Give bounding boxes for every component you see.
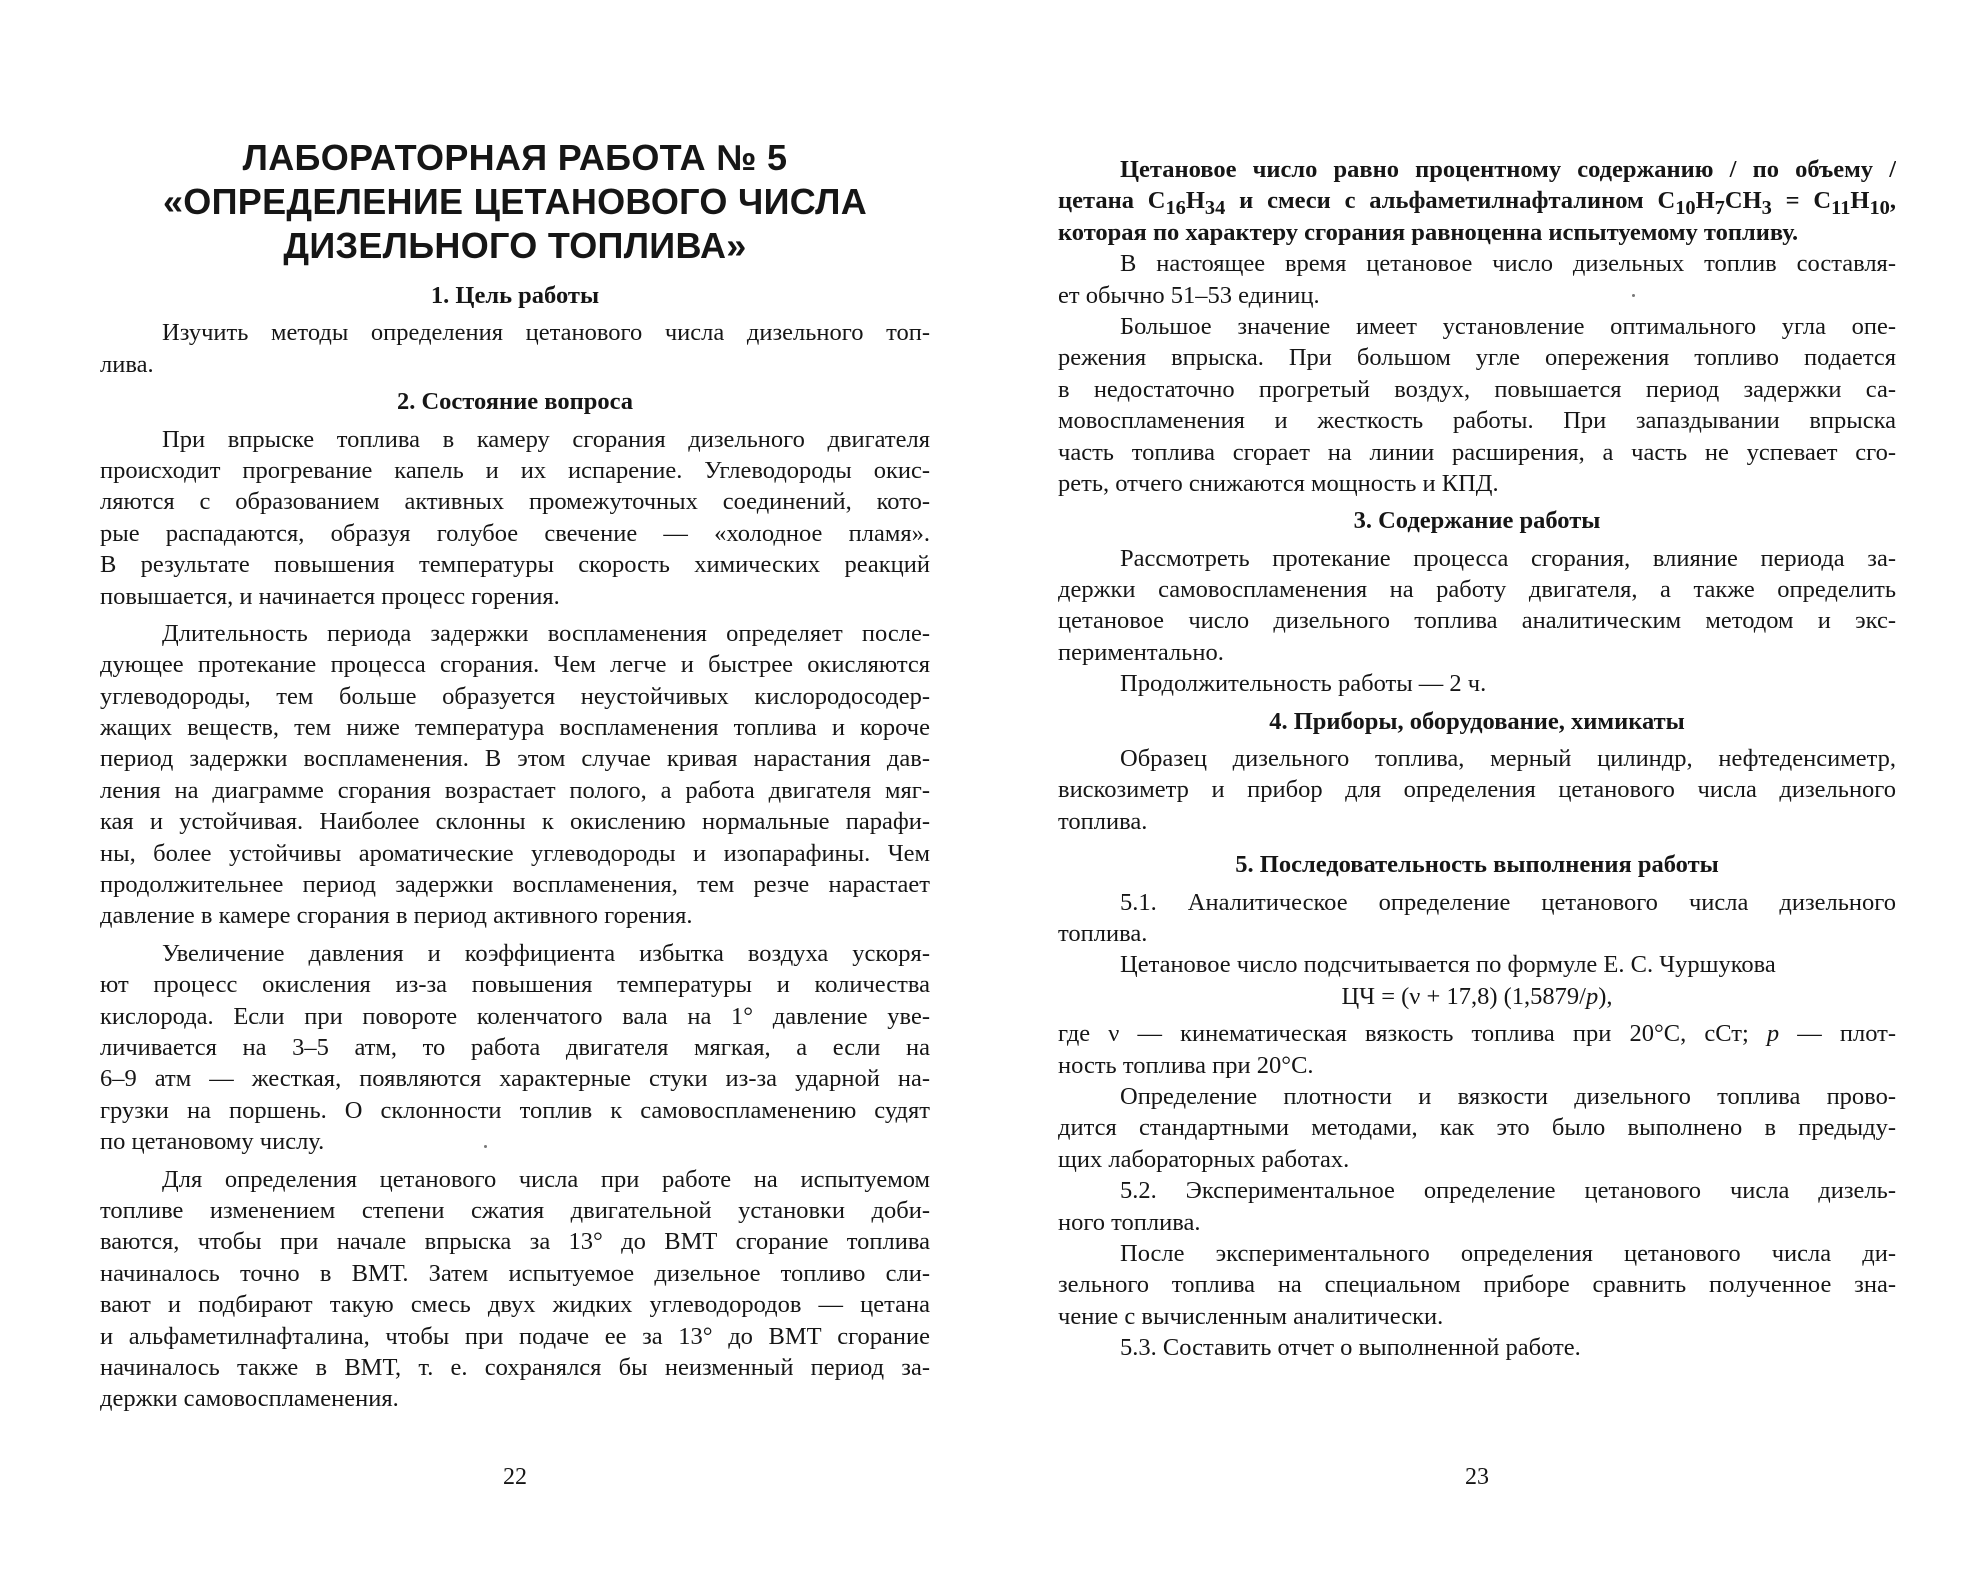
text-line: держки самовоспламенения. — [100, 1385, 399, 1413]
definition-line: которая по характеру сгорания равноценна испытуемому топливу. — [1058, 218, 1799, 246]
section-heading-content: 3. Содержание работы — [1353, 507, 1601, 535]
where-text: где ν — кинематическая вязкость топлива при 20°С, сСт; — [1058, 1020, 1767, 1048]
def-subscript: 16 — [1165, 197, 1186, 217]
text-line: Образец дизельного топлива, мерный цилиндр, нефтеденсиметр, — [1120, 745, 1896, 773]
def-subscript: 10 — [1675, 197, 1696, 217]
text-line: В результате повышения температуры скорость химических реакций — [100, 551, 930, 579]
text-line: ного топлива. — [1058, 1208, 1201, 1236]
def-subscript: 10 — [1869, 197, 1890, 217]
text-line: и альфаметилнафталина, чтобы при подаче ее за 13° до ВМТ сгорание — [100, 1322, 930, 1350]
def-text: и смеси с альфаметилнафталином C — [1225, 187, 1676, 215]
text-line: углеводороды, тем больше образуется неустойчивых кислородосодер- — [100, 682, 930, 710]
def-subscript: 7 — [1714, 197, 1725, 217]
text-line: повышается, и начинается процесс горения. — [100, 582, 560, 610]
scan-speck — [1632, 294, 1635, 297]
section-heading-state: 2. Состояние вопроса — [396, 388, 634, 416]
text-line: давление в камере сгорания в период активного горения. — [100, 902, 693, 930]
text-line: цетановое число дизельного топлива аналитическим методом и экс- — [1058, 607, 1896, 635]
text-line: кислорода. Если при повороте коленчатого вала на 1° давление уве- — [100, 1002, 930, 1030]
text-line: ны, более устойчивы ароматические углеводороды и изопарафины. Чем — [100, 839, 930, 867]
def-text: CH — [1724, 187, 1762, 215]
text-line: мовоспламенения и жесткость работы. При запаздывании впрыска — [1058, 407, 1896, 435]
text-line: жащих веществ, тем ниже температура воспламенения топлива и короче — [100, 714, 930, 742]
lab-work-title — [100, 136, 930, 268]
duration-line: Продолжительность работы — 2 ч. — [1120, 670, 1487, 698]
text-line: ваются, чтобы при начале впрыска за 13° до ВМТ сгорание топлива — [100, 1228, 930, 1256]
where-line — [1058, 1018, 1896, 1049]
def-text: H — [1185, 187, 1205, 215]
text-line: грузки на поршень. О склонности топлив к самовоспламенению судят — [100, 1096, 930, 1124]
text-line: держки самовоспламенения на работу двигателя, а также определить — [1058, 576, 1896, 604]
text-line: Изучить методы определения цетанового числа дизельного топ- — [162, 319, 930, 347]
left-page-body — [100, 280, 930, 1415]
text-line: При впрыске топлива в камеру сгорания дизельного двигателя — [162, 425, 930, 453]
text-line: 5.1. Аналитическое определение цетанового числа дизельного — [1120, 888, 1896, 916]
scan-speck — [484, 1145, 487, 1148]
cetane-formula — [1058, 981, 1896, 1012]
section-heading-procedure: 5. Последовательность выполнения работы — [1235, 851, 1719, 879]
where-variable: p — [1766, 1020, 1780, 1048]
text-line: происходит прогревание капель и их испарение. Углеводороды окис- — [100, 456, 930, 484]
text-line: Для определения цетанового числа при работе на испытуемом — [162, 1165, 930, 1193]
text-line: ют процесс окисления из-за повышения температуры и количества — [100, 971, 930, 999]
def-subscript: 3 — [1761, 197, 1772, 217]
text-line: ляются с образованием активных промежуточных соединений, кото- — [100, 488, 930, 516]
text-line: кая и устойчивая. Наиболее склонны к окислению нормальные парафи- — [100, 808, 930, 836]
text-line: топливе изменением степени сжатия двигательной установки доби- — [100, 1196, 930, 1224]
text-line: дится стандартными методами, как это было выполнено в предыду- — [1058, 1114, 1896, 1142]
text-line: 6–9 атм — жесткая, появляются характерные стуки из-за ударной на- — [100, 1065, 930, 1093]
text-line: чение с вычисленным аналитически. — [1058, 1302, 1444, 1330]
text-line: ность топлива при 20°С. — [1058, 1051, 1314, 1079]
where-text: — плот- — [1779, 1020, 1896, 1048]
text-line: периментально. — [1058, 638, 1224, 666]
def-text: цетана C — [1058, 187, 1166, 215]
text-line: начиналось также в ВМТ, т. е. сохранялся бы неизменный период за- — [100, 1353, 930, 1381]
text-line: ления на диаграмме сгорания возрастает полого, а работа двигателя мяг- — [100, 776, 930, 804]
def-subscript: 11 — [1831, 197, 1851, 217]
text-line: период задержки воспламенения. В этом случае кривая нарастания дав- — [100, 745, 930, 773]
text-line: ет обычно 51–53 единиц. — [1058, 281, 1320, 309]
def-text: H — [1695, 187, 1715, 215]
formula-text: ), — [1598, 982, 1613, 1010]
text-line: дующее протекание процесса сгорания. Чем легче и быстрее окисляются — [100, 651, 930, 679]
text-line: личивается на 3–5 атм, то работа двигателя мягкая, а если на — [100, 1033, 930, 1061]
def-text: , — [1889, 187, 1896, 215]
formula-text: ЦЧ = (ν + 17,8) (1,5879/ — [1341, 982, 1586, 1010]
text-line: 5.2. Экспериментальное определение цетанового числа дизель- — [1120, 1177, 1896, 1205]
right-page-body — [1058, 154, 1896, 1363]
title-line: ЛАБОРАТОРНАЯ РАБОТА № 5 — [242, 137, 788, 178]
text-line: в недостаточно прогретый воздух, повышается период задержки са- — [1058, 375, 1896, 403]
page-number-right: 23 — [1465, 1464, 1489, 1490]
text-line: начиналось точно в ВМТ. Затем испытуемое дизельное топливо сли- — [100, 1259, 930, 1287]
text-line: 5.3. Составить отчет о выполненной работе. — [1120, 1334, 1581, 1362]
formula-variable: p — [1585, 982, 1599, 1010]
text-line: вискозиметр и прибор для определения цетанового числа дизельного — [1058, 776, 1896, 804]
title-line: ДИЗЕЛЬНОГО ТОПЛИВА» — [283, 225, 747, 266]
text-line: режения впрыска. При большом угле опережения топливо подается — [1058, 344, 1896, 372]
text-line: часть топлива сгорает на линии расширения, а часть не успевает сго- — [1058, 438, 1896, 466]
text-line: Увеличение давления и коэффициента избытка воздуха ускоря- — [162, 939, 930, 967]
section-heading-goal: 1. Цель работы — [430, 282, 600, 309]
right-page — [1058, 0, 1896, 1570]
text-line: зельного топлива на специальном приборе сравнить полученное зна- — [1058, 1271, 1896, 1299]
text-line: продолжительнее период задержки воспламенения, тем резче нарастает — [100, 871, 930, 899]
text-line: топлива. — [1058, 807, 1148, 835]
def-text: = C — [1771, 187, 1832, 215]
text-line: После экспериментального определения цетанового числа ди- — [1120, 1239, 1896, 1267]
text-line: вают и подбирают такую смесь двух жидких углеводородов — цетана — [100, 1291, 930, 1319]
text-line: рые распадаются, образуя голубое свечение — «холодное пламя». — [100, 519, 930, 547]
page-number-left: 22 — [503, 1464, 527, 1490]
definition-line: Цетановое число равно процентному содержанию / по объему / — [1120, 156, 1896, 183]
formula-intro: Цетановое число подсчитывается по формуле Е. С. Чуршукова — [1120, 951, 1776, 979]
text-line: В настоящее время цетановое число дизельных топлив составля- — [1120, 250, 1896, 278]
text-line: Большое значение имеет установление оптимального угла опе- — [1120, 312, 1896, 340]
text-line: по цетановому числу. — [100, 1128, 325, 1156]
definition-formula-line — [1058, 185, 1896, 216]
text-line: топлива. — [1058, 919, 1148, 947]
section-heading-equipment: 4. Приборы, оборудование, химикаты — [1269, 707, 1685, 735]
text-line: Длительность периода задержки воспламенения определяет после- — [162, 619, 930, 647]
text-line: реть, отчего снижаются мощность и КПД. — [1058, 469, 1499, 497]
def-subscript: 34 — [1204, 197, 1226, 217]
text-line: Рассмотреть протекание процесса сгорания, влияние периода за- — [1120, 544, 1896, 572]
left-page — [100, 0, 930, 1570]
text-line: щих лабораторных работах. — [1058, 1145, 1350, 1173]
title-line: «ОПРЕДЕЛЕНИЕ ЦЕТАНОВОГО ЧИСЛА — [162, 181, 868, 222]
text-line: лива. — [100, 350, 154, 378]
def-text: H — [1850, 187, 1870, 215]
text-line: Определение плотности и вязкости дизельного топлива прово- — [1120, 1082, 1896, 1110]
